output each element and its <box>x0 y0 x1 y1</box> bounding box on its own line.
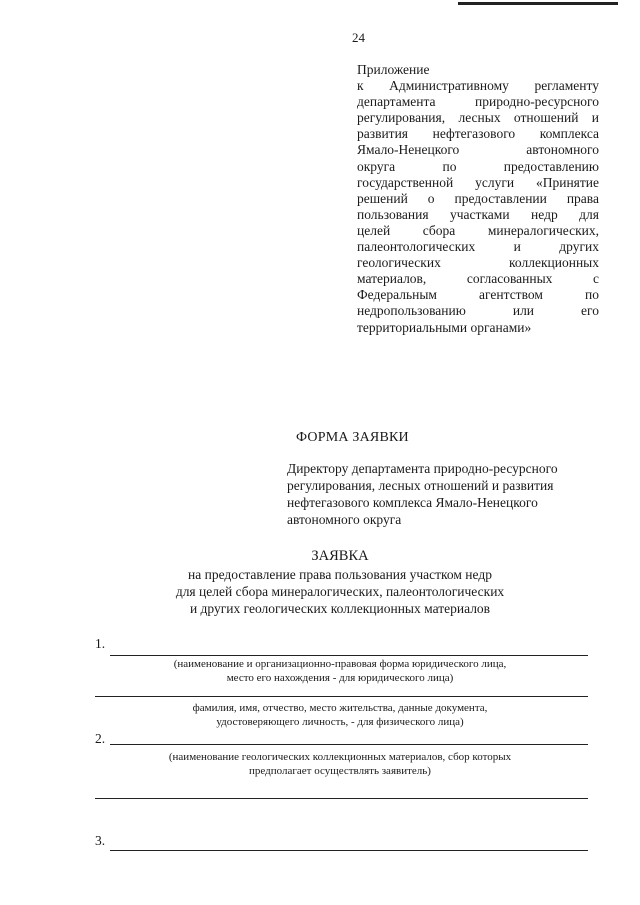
appendix-line: к Административному регламенту <box>357 78 599 94</box>
appendix-line: департамента природно-ресурсного <box>357 94 599 110</box>
subtitle-line: и других геологических коллекционных материалов <box>189 601 491 616</box>
caption-line: удостоверяющего личность, - для физического лица) <box>216 716 464 728</box>
appendix-line: регулирования, лесных отношений и <box>357 110 599 126</box>
subtitle-line: на предоставление права пользования участком недр <box>188 567 492 582</box>
caption-line: предполагает осуществлять заявитель) <box>249 765 431 777</box>
form-title: ФОРМА ЗАЯВКИ <box>296 430 409 445</box>
caption-line: (наименование и организационно-правовая форма юридического лица, <box>173 658 507 670</box>
caption-line: место его нахождения - для юридического лица) <box>226 672 454 684</box>
appendix-line: палеонтологических и других <box>357 239 599 255</box>
field-1b-caption <box>0 701 640 729</box>
addressee-line: Директору департамента природно-ресурсного <box>287 461 558 476</box>
appendix-line: Приложение <box>357 62 430 77</box>
appendix-line: государственной услуги «Принятие <box>357 174 599 190</box>
field-1-number: 1. <box>95 636 106 651</box>
appendix-line: материалов, согласованных с <box>357 271 599 287</box>
scan-edge-mark <box>458 2 618 5</box>
page-number: 24 <box>352 30 365 45</box>
subtitle-line: для целей сбора минералогических, палеонтологических <box>175 584 505 599</box>
application-title: ЗАЯВКА <box>311 548 369 564</box>
addressee-line: регулирования, лесных отношений и развития <box>287 478 554 493</box>
appendix-line: пользования участками недр для <box>357 206 599 222</box>
appendix-line: Федеральным агентством по <box>357 287 599 303</box>
appendix-line: округа по предоставлению <box>357 158 599 174</box>
field-2-line[interactable] <box>110 744 588 745</box>
caption-line: (наименование геологических коллекционных материалов, сбор которых <box>168 751 512 763</box>
field-1b-line[interactable] <box>95 696 588 697</box>
appendix-line: развития нефтегазового комплекса <box>357 126 599 142</box>
appendix-line: решений о предоставлении права <box>357 190 599 206</box>
field-2-number: 2. <box>95 731 106 746</box>
application-subtitle <box>0 566 640 617</box>
appendix-block <box>357 62 599 336</box>
field-1-caption <box>0 657 640 685</box>
field-2-caption <box>0 750 640 778</box>
appendix-line: территориальными органами» <box>357 319 532 335</box>
caption-line: фамилия, имя, отчество, место жительства, данные документа, <box>192 702 488 714</box>
appendix-line: целей сбора минералогических, <box>357 222 599 238</box>
appendix-line: геологических коллекционных <box>357 255 599 271</box>
addressee-block <box>287 460 558 528</box>
addressee-line: нефтегазового комплекса Ямало-Ненецкого <box>287 495 538 510</box>
field-1-line[interactable] <box>110 655 588 656</box>
addressee-line: автономного округа <box>287 512 402 527</box>
appendix-line: недропользованию или его <box>357 303 599 319</box>
field-3-line[interactable] <box>110 850 588 851</box>
field-3-number: 3. <box>95 833 106 848</box>
field-2b-line[interactable] <box>95 798 588 799</box>
appendix-line: Ямало-Ненецкого автономного <box>357 142 599 158</box>
